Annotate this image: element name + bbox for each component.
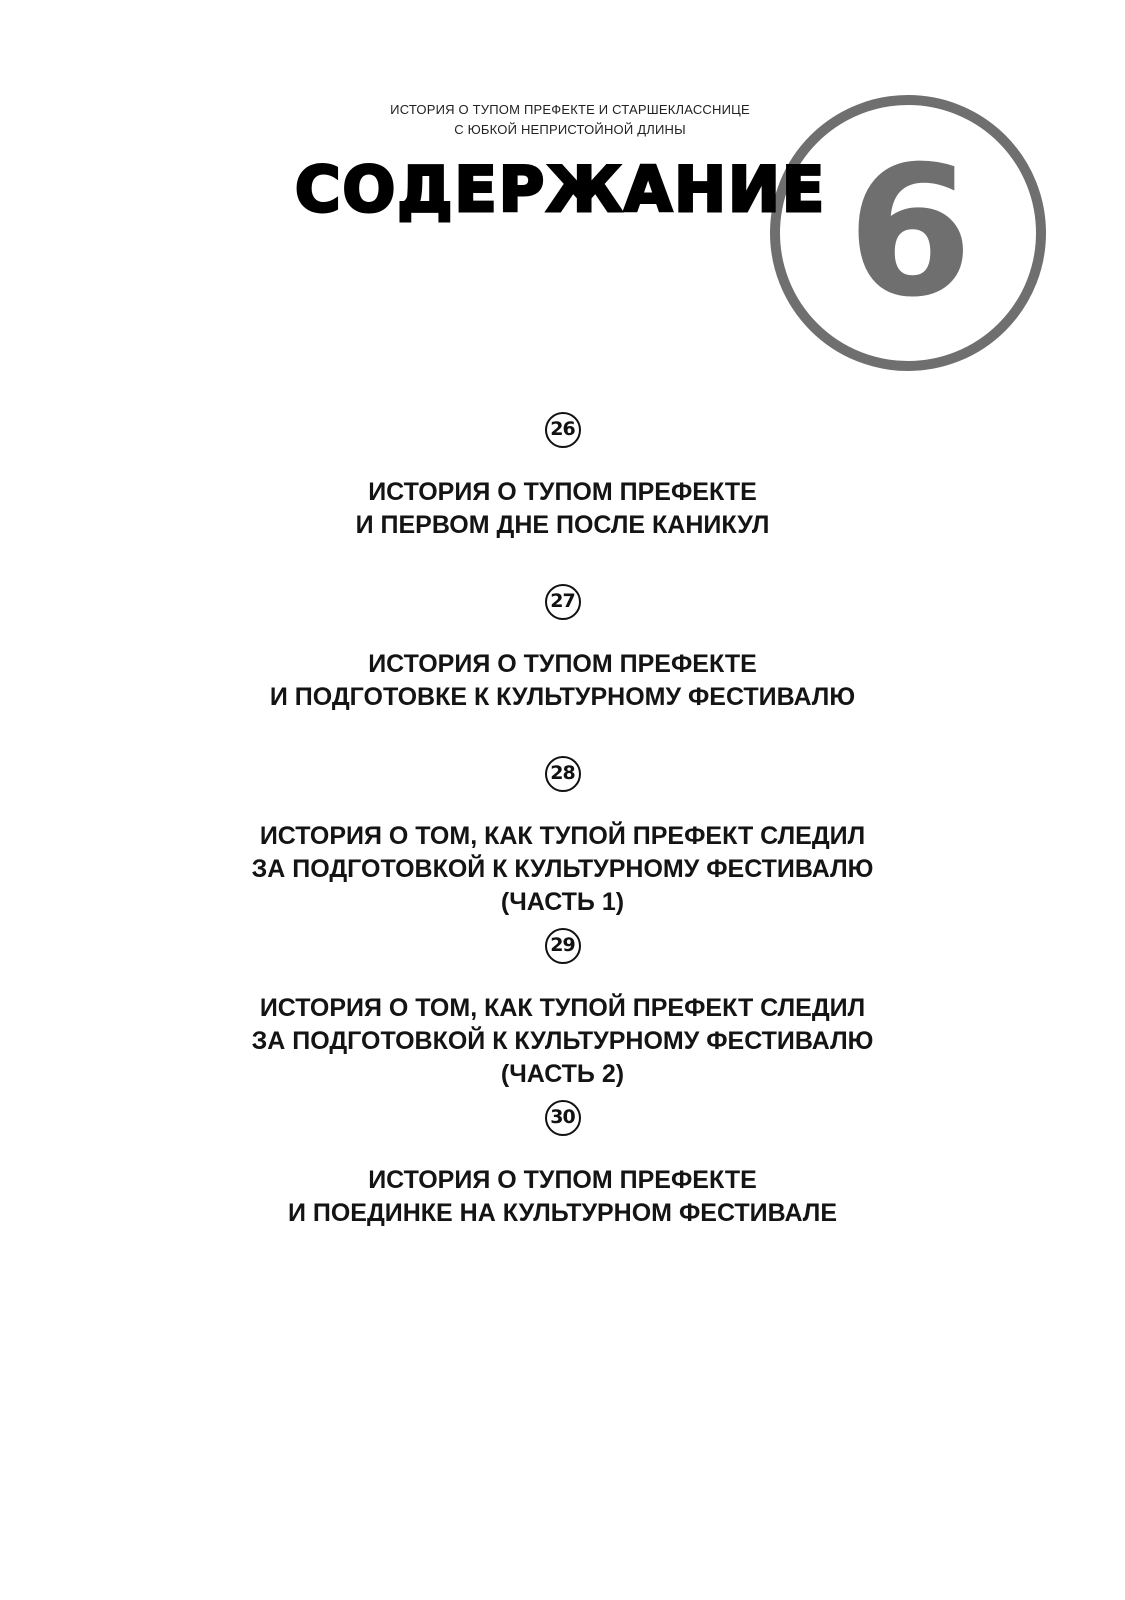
chapter-title-line: ЗА ПОДГОТОВКОЙ К КУЛЬТУРНОМУ ФЕСТИВАЛЮ	[251, 1027, 874, 1055]
chapter-title-line: И ПОЕДИНКЕ НА КУЛЬТУРНОМ ФЕСТИВАЛЕ	[287, 1199, 838, 1227]
chapter-title-line: ИСТОРИЯ О ТУПОМ ПРЕФЕКТЕ	[368, 650, 757, 678]
chapter-entry-29[interactable]	[0, 928, 1125, 1091]
chapter-title-line: ИСТОРИЯ О ТУПОМ ПРЕФЕКТЕ	[368, 1166, 757, 1194]
chapter-entry-26[interactable]	[0, 412, 1125, 542]
chapter-title	[0, 820, 1125, 919]
chapter-title	[0, 1164, 1125, 1230]
volume-number: 6	[847, 128, 973, 337]
chapter-title-line: ИСТОРИЯ О ТОМ, КАК ТУПОЙ ПРЕФЕКТ СЛЕДИЛ	[259, 822, 866, 850]
chapter-title-line: ЗА ПОДГОТОВКОЙ К КУЛЬТУРНОМУ ФЕСТИВАЛЮ	[251, 855, 874, 883]
chapter-title-line: ИСТОРИЯ О ТОМ, КАК ТУПОЙ ПРЕФЕКТ СЛЕДИЛ	[259, 994, 866, 1022]
chapter-title	[0, 992, 1125, 1091]
chapter-entry-30[interactable]	[0, 1100, 1125, 1230]
page-title: СОДЕРЖАНИЕ	[295, 153, 827, 226]
chapter-entry-27[interactable]	[0, 584, 1125, 714]
chapter-title-line: ИСТОРИЯ О ТУПОМ ПРЕФЕКТЕ	[368, 478, 757, 506]
chapter-number-badge: 30	[545, 1100, 581, 1136]
chapter-number-badge: 28	[545, 756, 581, 792]
chapter-number-badge: 26	[545, 412, 581, 448]
series-title-line-2: С ЮБКОЙ НЕПРИСТОЙНОЙ ДЛИНЫ	[454, 122, 686, 137]
chapter-number-badge: 27	[545, 584, 581, 620]
chapter-title-line: И ПЕРВОМ ДНЕ ПОСЛЕ КАНИКУЛ	[355, 511, 770, 539]
chapter-title-line: (ЧАСТЬ 2)	[500, 1060, 625, 1088]
chapter-title-line: (ЧАСТЬ 1)	[500, 888, 625, 916]
chapter-number-badge: 29	[545, 928, 581, 964]
chapter-title-line: И ПОДГОТОВКЕ К КУЛЬТУРНОМУ ФЕСТИВАЛЮ	[269, 683, 856, 711]
series-title-line-1: ИСТОРИЯ О ТУПОМ ПРЕФЕКТЕ И СТАРШЕКЛАССНИЦЕ	[390, 102, 750, 117]
chapter-title	[0, 476, 1125, 542]
chapter-title	[0, 648, 1125, 714]
chapter-entry-28[interactable]	[0, 756, 1125, 919]
